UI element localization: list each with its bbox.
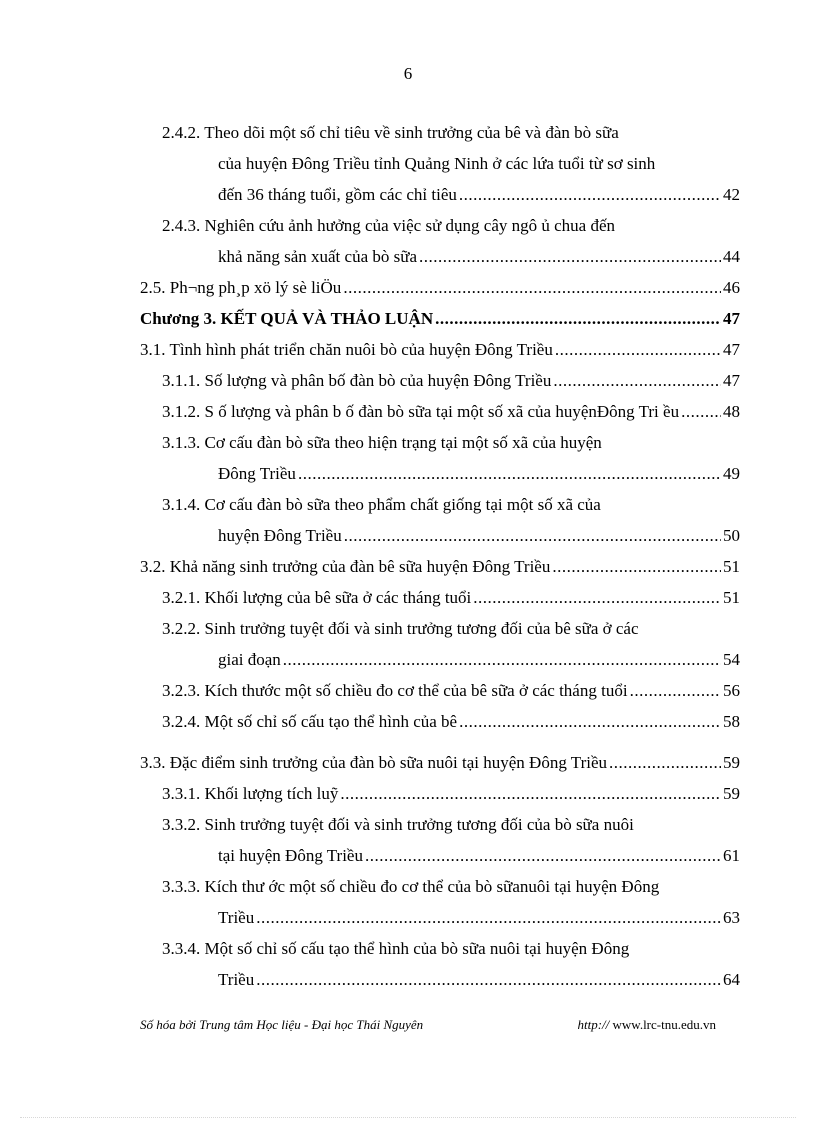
toc-entry-title: 3.2. Khả năng sinh trưởng của đàn bê sữa huyện Đông Triều — [140, 557, 551, 576]
toc-entry-text-line: 3.3.3. Kích thư ớc một số chiều đo cơ thể của bò sữanuôi tại huyện Đông — [162, 877, 660, 896]
table-of-contents — [140, 117, 740, 995]
toc-page-number: 61 — [723, 846, 740, 865]
toc-entry-last-line — [162, 241, 740, 272]
toc-entry-text-line: 3.3.4. Một số chỉ số cấu tạo thể hình của bò sữa nuôi tại huyện Đông — [162, 939, 630, 958]
toc-entry-text-line: 3.3.2. Sinh trưởng tuyệt đối và sinh trưởng tương đối của bò sữa nuôi — [162, 815, 634, 834]
toc-entry-title: 3.1. Tình hình phát triển chăn nuôi bò của huyện Đông Triều — [140, 340, 553, 359]
toc-entry[interactable] — [140, 871, 740, 933]
toc-page-number: 59 — [723, 784, 740, 803]
toc-entry[interactable] — [140, 582, 740, 613]
toc-entry[interactable] — [140, 489, 740, 551]
toc-entry-title: 3.2.3. Kích thước một số chiều đo cơ thể của bê sữa ở các tháng tuổi — [162, 681, 628, 700]
toc-dot-leader — [553, 365, 721, 396]
toc-entry-last-line — [162, 840, 740, 871]
toc-entry-last-line — [162, 706, 740, 737]
toc-entry[interactable] — [140, 210, 740, 272]
toc-page-number: 49 — [723, 464, 740, 483]
toc-entry-last-line — [162, 644, 740, 675]
toc-entry-last-line — [140, 334, 740, 365]
footer-url-prefix: http:// — [577, 1017, 610, 1032]
toc-entry-last-line — [162, 365, 740, 396]
toc-entry-last-line — [140, 551, 740, 582]
toc-entry-last-line — [140, 303, 740, 334]
toc-entry[interactable] — [140, 613, 740, 675]
toc-entry-title: Chương 3. KẾT QUẢ VÀ THẢO LUẬN — [140, 309, 434, 328]
footer-source-text: Số hóa bởi Trung tâm Học liệu - Đại học Thái Nguyên — [140, 1017, 424, 1032]
toc-page-number: 44 — [723, 247, 740, 266]
toc-dot-leader — [459, 706, 721, 737]
toc-page-number: 46 — [723, 278, 740, 297]
toc-entry-title: Triều — [218, 908, 255, 927]
toc-entry[interactable] — [140, 303, 740, 334]
toc-dot-leader — [419, 241, 721, 272]
toc-entry-title: tại huyện Đông Triều — [218, 846, 363, 865]
toc-dot-leader — [344, 520, 721, 551]
toc-page-number: 47 — [723, 371, 740, 390]
toc-entry-title: Đông Triều — [218, 464, 296, 483]
toc-dot-leader — [630, 675, 721, 706]
toc-entry[interactable] — [140, 117, 740, 210]
toc-dot-leader — [555, 334, 721, 365]
toc-entry[interactable] — [140, 551, 740, 582]
footer-url-text: www.lrc-tnu.edu.vn — [609, 1017, 716, 1032]
toc-page-number: 58 — [723, 712, 740, 731]
toc-entry[interactable] — [140, 365, 740, 396]
toc-dot-leader — [365, 840, 721, 871]
toc-entry-last-line — [162, 458, 740, 489]
toc-page-number: 42 — [723, 185, 740, 204]
toc-entry[interactable] — [140, 272, 740, 303]
toc-entry-title: 3.3. Đặc điểm sinh trưởng của đàn bò sữa nuôi tại huyện Đông Triều — [140, 753, 607, 772]
toc-entry-title: 3.3.1. Khối lượng tích luỹ — [162, 784, 339, 803]
toc-entry-text-line: 3.2.2. Sinh trưởng tuyệt đối và sinh trưởng tương đối của bê sữa ở các — [162, 619, 639, 638]
toc-page-number: 47 — [723, 309, 740, 328]
toc-entry[interactable] — [140, 675, 740, 706]
toc-entry-title: Triều — [218, 970, 255, 989]
toc-entry[interactable] — [140, 706, 740, 737]
toc-entry[interactable] — [140, 396, 740, 427]
toc-dot-leader — [609, 747, 721, 778]
toc-page-number: 64 — [723, 970, 740, 989]
toc-dot-leader — [681, 396, 721, 427]
toc-entry-last-line — [140, 747, 740, 778]
toc-dot-leader — [298, 458, 721, 489]
page-bottom-divider — [20, 1117, 796, 1118]
toc-entry-title: đến 36 tháng tuổi, gồm các chỉ tiêu — [218, 185, 457, 204]
toc-entry-text-line: 2.4.2. Theo dõi một số chỉ tiêu về sinh trưởng của bê và đàn bò sữa — [162, 123, 619, 142]
toc-dot-leader — [256, 964, 721, 995]
toc-entry-last-line — [162, 520, 740, 551]
toc-page-number: 56 — [723, 681, 740, 700]
toc-entry[interactable] — [140, 334, 740, 365]
toc-entry[interactable] — [140, 809, 740, 871]
toc-dot-leader — [473, 582, 721, 613]
toc-entry-text-line: 3.1.4. Cơ cấu đàn bò sữa theo phẩm chất giống tại một số xã của — [162, 495, 601, 514]
toc-dot-leader — [552, 551, 721, 582]
toc-entry-title: 3.2.1. Khối lượng của bê sữa ở các tháng tuổi — [162, 588, 472, 607]
footer-url[interactable] — [577, 1017, 716, 1033]
toc-entry-text-line: của huyện Đông Triều tỉnh Quảng Ninh ở các lứa tuổi từ sơ sinh — [218, 154, 656, 173]
toc-dot-leader — [283, 644, 721, 675]
toc-entry-title: huyện Đông Triều — [218, 526, 342, 545]
toc-entry-title: giai đoạn — [218, 650, 281, 669]
page-footer — [140, 1017, 716, 1033]
toc-entry-last-line — [162, 396, 740, 427]
toc-page-number: 51 — [723, 557, 740, 576]
toc-page-number: 54 — [723, 650, 740, 669]
toc-entry[interactable] — [140, 778, 740, 809]
toc-entry-title: 2.5. Ph¬ng ph¸p xö lý sè liÖu — [140, 278, 342, 297]
toc-entry-last-line — [162, 675, 740, 706]
toc-entry-last-line — [162, 582, 740, 613]
toc-entry-title: 3.2.4. Một số chỉ số cấu tạo thể hình của bê — [162, 712, 458, 731]
toc-entry-last-line — [162, 902, 740, 933]
toc-entry-text-line: 3.1.3. Cơ cấu đàn bò sữa theo hiện trạng tại một số xã của huyện — [162, 433, 602, 452]
toc-entry-last-line — [162, 179, 740, 210]
toc-dot-leader — [256, 902, 721, 933]
toc-entry-text-line: 2.4.3. Nghiên cứu ảnh hưởng của việc sử dụng cây ngô ủ chua đến — [162, 216, 616, 235]
toc-entry[interactable] — [140, 933, 740, 995]
toc-dot-leader — [435, 303, 721, 334]
toc-page-number: 51 — [723, 588, 740, 607]
toc-entry-title: khả năng sản xuất của bò sữa — [218, 247, 417, 266]
toc-entry[interactable] — [140, 747, 740, 778]
toc-entry[interactable] — [140, 427, 740, 489]
toc-page-number: 59 — [723, 753, 740, 772]
toc-entry-last-line — [162, 964, 740, 995]
toc-page-number: 48 — [723, 402, 740, 421]
toc-page-number: 50 — [723, 526, 740, 545]
toc-page-number: 47 — [723, 340, 740, 359]
toc-entry-last-line — [140, 272, 740, 303]
toc-dot-leader — [343, 272, 721, 303]
page-number: 6 — [403, 64, 413, 83]
toc-dot-leader — [340, 778, 721, 809]
toc-entry-title: 3.1.1. Số lượng và phân bố đàn bò của huyện Đông Triều — [162, 371, 552, 390]
toc-entry-title: 3.1.2. S ố lượng và phân b ố đàn bò sữa tại một số xã của huyệnĐông Tri ều — [162, 402, 680, 421]
toc-entry-last-line — [162, 778, 740, 809]
toc-dot-leader — [459, 179, 721, 210]
toc-page-number: 63 — [723, 908, 740, 927]
